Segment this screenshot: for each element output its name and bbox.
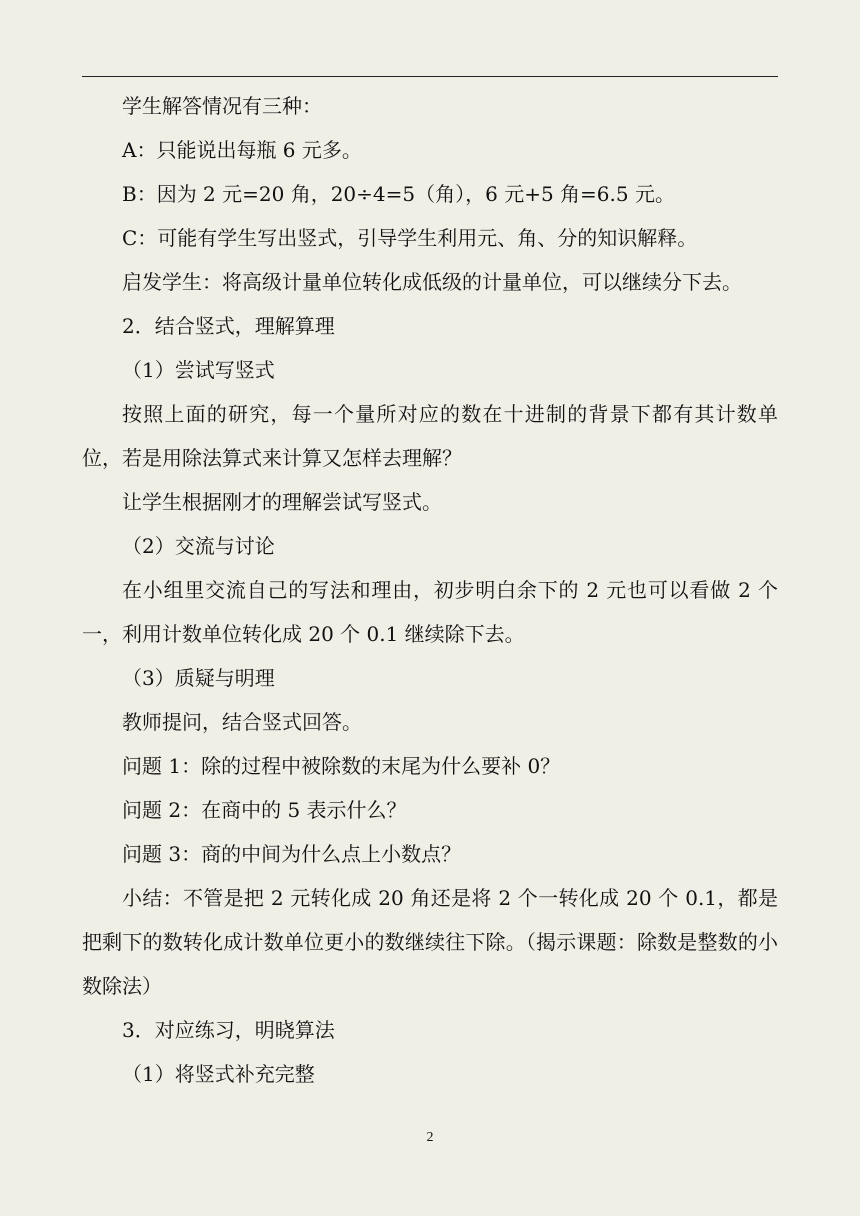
paragraph: 启发学生：将高级计量单位转化成低级的计量单位，可以继续分下去。: [122, 270, 742, 294]
question: 问题 2：在商中的 5 表示什么？: [122, 798, 407, 822]
paragraph: 让学生根据刚才的理解尝试写竖式。: [122, 490, 442, 514]
question: 问题 1：除的过程中被除数的末尾为什么要补 0？: [122, 754, 561, 778]
subsection-heading: （3）质疑与明理: [122, 666, 275, 690]
subsection-heading: （1）尝试写竖式: [122, 358, 275, 382]
paragraph: 学生解答情况有三种：: [122, 94, 322, 118]
section-heading: 2．结合竖式，理解算理: [122, 314, 335, 338]
paragraph: B：因为 2 元=20 角，20÷4=5（角），6 元+5 角=6.5 元。: [122, 182, 675, 206]
paragraph: 教师提问，结合竖式回答。: [122, 710, 362, 734]
question: 问题 3：商的中间为什么点上小数点？: [122, 842, 462, 866]
subsection-heading: （1）将竖式补充完整: [122, 1062, 315, 1086]
paragraph: 在小组里交流自己的写法和理由，初步明白余下的 2 元也可以看做 2 个一，利用计数单位转化成 20 个 0.1 继续除下去。: [82, 578, 778, 646]
paragraph: A：只能说出每瓶 6 元多。: [122, 138, 362, 162]
paragraph: C：可能有学生写出竖式，引导学生利用元、角、分的知识解释。: [122, 226, 698, 250]
document-body: [82, 84, 778, 1096]
summary-paragraph: 小结：不管是把 2 元转化成 20 角还是将 2 个一转化成 20 个 0.1，都是把剩下的数转化成计数单位更小的数继续往下除。（揭示课题：除数是整数的小数除法）: [82, 886, 778, 998]
header-rule: [82, 76, 778, 77]
subsection-heading: （2）交流与讨论: [122, 534, 275, 558]
paragraph: 按照上面的研究，每一个量所对应的数在十进制的背景下都有其计数单位，若是用除法算式来计算又怎样去理解？: [82, 402, 778, 470]
section-heading: 3．对应练习，明晓算法: [122, 1018, 335, 1042]
page-number: 2: [426, 1130, 434, 1145]
